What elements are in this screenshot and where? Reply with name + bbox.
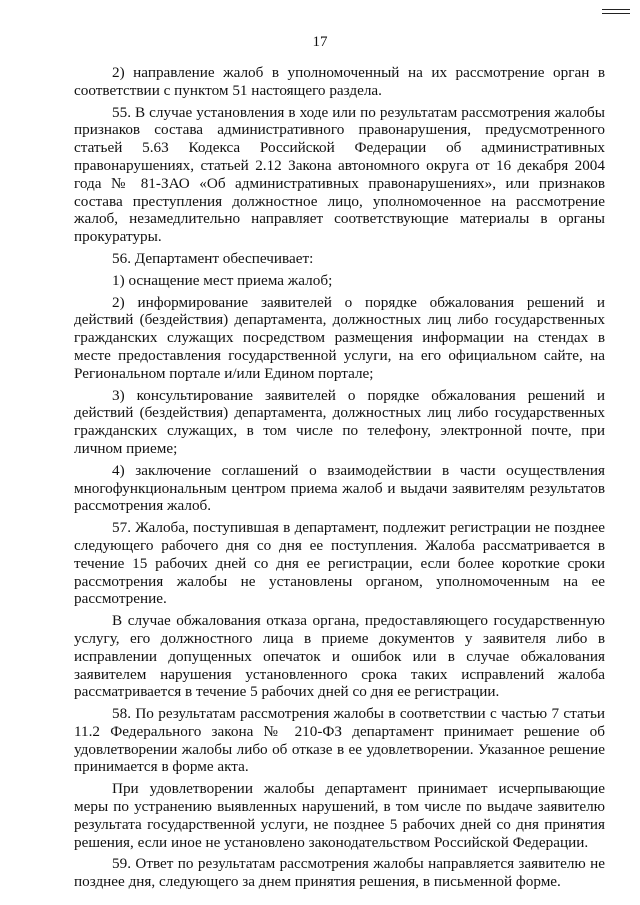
scan-corner-mark [602,9,630,14]
paragraph-59: 59. Ответ по результатам рассмотрения жалобы направляется заявителю не позднее дня, следующего за днем принятия решения, в письменной форме. [74,855,605,891]
paragraph-56-item-4: 4) заключение соглашений о взаимодействии в части осуществления многофункциональным центром приема жалоб и выдачи заявителям результатов рассмотрения жалоб. [74,461,605,515]
paragraph-56-item-3: 3) консультирование заявителей о порядке обжалования решений и действий (бездействия) департамента, должностных лиц либо государственных гражданских служащих, в том числе по телефону, электронной почте, при личном приеме; [74,386,605,457]
paragraph-57: 57. Жалоба, поступившая в департамент, подлежит регистрации не позднее следующего рабочего дня со дня ее поступления. Жалоба рассматривается в течение 15 рабочих дней со дня ее регистрации, если более короткие сроки рассмотрения жалобы не установлены органом, уполномоченным на ее рассмотрение. [74,519,605,608]
paragraph-56-item-1: 1) оснащение мест приема жалоб; [112,271,333,289]
document-body [74,64,605,891]
paragraph-58: 58. По результатам рассмотрения жалобы в соответствии с частью 7 статьи 11.2 Федерального закона № 210-ФЗ департамент принимает решение об удовлетворении жалобы либо об отказе в ее удовлетворении. Указанное решение принимается в форме акта. [74,705,605,776]
paragraph-58-continued: При удовлетворении жалобы департамент принимает исчерпывающие меры по устранению выявленных нарушений, в том числе по выдаче заявителю результата государственной услуги, не позднее 5 рабочих дней со дня принятия решения, если иное не установлено законодательством Российской Федерации. [74,780,605,851]
paragraph-55: 55. В случае установления в ходе или по результатам рассмотрения жалобы признаков состава административного правонарушения, предусмотренного статьей 5.63 Кодекса Российской Федерации об административных правонарушениях, статьей 2.12 Закона автономного округа от 16 декабря 2004 года № 81-ЗАО «Об административных правонарушениях», или признаков состава преступления должностное лицо, уполномоченное на рассмотрение жалоб, незамедлительно направляет соответствующие материалы в органы прокуратуры. [74,103,605,246]
paragraph-item-2: 2) направление жалоб в уполномоченный на их рассмотрение орган в соответствии с пунктом 51 настоящего раздела. [74,64,605,99]
paragraph-56: 56. Департамент обеспечивает: [112,249,314,267]
page-number: 17 [312,34,328,50]
paragraph-57-continued: В случае обжалования отказа органа, предоставляющего государственную услугу, его должностного лица в приеме документов у заявителя либо в исправлении допущенных опечаток и ошибок или в случае обжалования заявителем нарушения установленного срока таких исправлений жалоба рассматривается в течение 5 рабочих дней со дня ее регистрации. [74,612,605,701]
paragraph-56-item-2: 2) информирование заявителей о порядке обжалования решений и действий (бездействия) департамента, должностных лиц либо государственных гражданских служащих посредством размещения информации на стендах в месте предоставления государственной услуги, на его официальном сайте, на Региональном портале и/или Едином портале; [74,293,605,382]
